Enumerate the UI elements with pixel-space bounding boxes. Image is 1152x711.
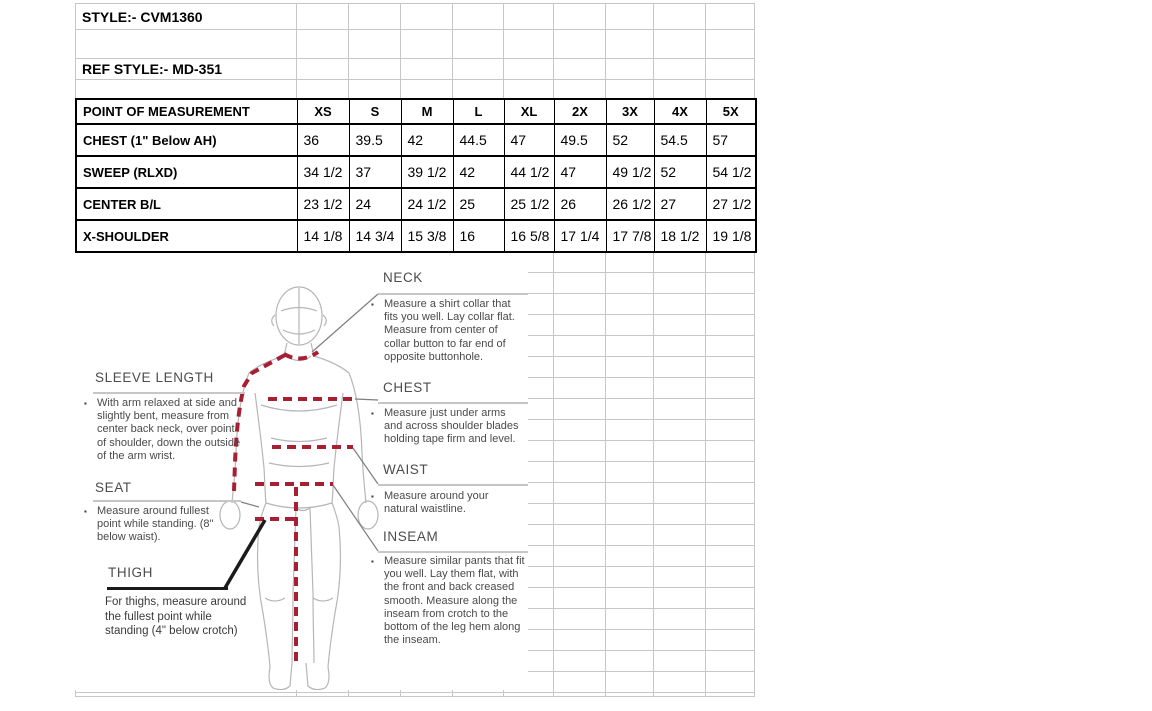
thigh-callout-line <box>225 520 265 588</box>
cell: 25 <box>453 188 504 220</box>
bullet-icon: ▪ <box>84 399 87 408</box>
neck-instructions: Measure a shirt collar that fits you well. Lay collar flat. Measure from center of collar button to far end of opposite buttonhole. <box>384 298 515 363</box>
gridline <box>75 3 755 4</box>
bullet-icon: ▪ <box>371 557 374 566</box>
header-size: S <box>349 99 401 124</box>
cell: 42 <box>453 156 504 188</box>
bullet-icon: ▪ <box>371 492 374 501</box>
header-size: 2X <box>554 99 606 124</box>
gridline <box>75 58 755 59</box>
bullet-icon: ▪ <box>371 409 374 418</box>
cell: 52 <box>654 156 706 188</box>
gridline <box>75 79 755 80</box>
header-size: XS <box>297 99 349 124</box>
table-row <box>76 220 756 252</box>
gridline <box>75 692 755 693</box>
neck-heading: NECK <box>383 270 423 285</box>
cell: 26 <box>554 188 606 220</box>
seat-instructions: Measure around fullest point while standing. (8" below waist). <box>97 505 214 544</box>
gridline <box>75 29 755 30</box>
cell: 44 1/2 <box>504 156 554 188</box>
cell: 39.5 <box>349 124 401 156</box>
header-size: 3X <box>606 99 654 124</box>
cell: 27 1/2 <box>706 188 756 220</box>
cell: 42 <box>401 124 453 156</box>
cell: 26 1/2 <box>606 188 654 220</box>
sleeve-length-instructions: With arm relaxed at side and slightly bent, measure from center back neck, over point of shoulder, down the outside of the arm wrist. <box>97 397 241 462</box>
cell: 24 <box>349 188 401 220</box>
chest-heading: CHEST <box>383 380 432 395</box>
cell: 16 5/8 <box>504 220 554 252</box>
row-label: X-SHOULDER <box>76 220 297 252</box>
header-size: XL <box>504 99 554 124</box>
cell: 47 <box>504 124 554 156</box>
seat-underline <box>93 500 241 502</box>
cell: 15 3/8 <box>401 220 453 252</box>
cell: 52 <box>606 124 654 156</box>
bullet-icon: ▪ <box>371 300 374 309</box>
waist-underline <box>378 484 528 486</box>
thigh-heading: THIGH <box>108 565 153 580</box>
chest-instructions: Measure just under arms and across shoulder blades holding tape firm and level. <box>384 407 519 446</box>
cell: 37 <box>349 156 401 188</box>
inseam-underline <box>378 551 528 553</box>
inseam-instructions: Measure similar pants that fit you well. Lay them flat, with the front and back creased smooth. Measure along the inseam from crotch to the bottom of the leg hem along the inseam. <box>384 555 525 647</box>
style-label: STYLE:- CVM1360 <box>82 9 203 25</box>
row-label: SWEEP (RLXD) <box>76 156 297 188</box>
thigh-instructions: For thighs, measure around the fullest point while standing (4" below crotch) <box>105 596 247 637</box>
table-row <box>76 156 756 188</box>
cell: 54.5 <box>654 124 706 156</box>
cell: 24 1/2 <box>401 188 453 220</box>
cell: 44.5 <box>453 124 504 156</box>
inseam-heading: INSEAM <box>383 529 439 544</box>
neck-measure-line <box>284 352 318 359</box>
seat-callout-line <box>241 502 259 507</box>
row-label: CHEST (1" Below AH) <box>76 124 297 156</box>
cell: 14 3/4 <box>349 220 401 252</box>
header-size: M <box>401 99 453 124</box>
table-row <box>76 124 756 156</box>
size-table <box>75 98 757 253</box>
seat-heading: SEAT <box>95 480 132 495</box>
bullet-icon: ▪ <box>84 507 87 516</box>
cell: 49.5 <box>554 124 606 156</box>
cell: 25 1/2 <box>504 188 554 220</box>
header-size: L <box>453 99 504 124</box>
cell: 34 1/2 <box>297 156 349 188</box>
measurement-guide-diagram <box>75 253 528 690</box>
cell: 19 1/8 <box>706 220 756 252</box>
thigh-underline <box>107 587 228 590</box>
sleeve-length-heading: SLEEVE LENGTH <box>95 370 214 385</box>
chest-callout-line <box>355 399 378 400</box>
ref-style-label: REF STYLE:- MD-351 <box>82 61 223 77</box>
header-size: 4X <box>654 99 706 124</box>
cell: 54 1/2 <box>706 156 756 188</box>
cell: 27 <box>654 188 706 220</box>
waist-heading: WAIST <box>383 462 429 477</box>
sleeve-length-underline <box>93 392 245 394</box>
row-label: CENTER B/L <box>76 188 297 220</box>
cell: 16 <box>453 220 504 252</box>
table-header-row <box>76 99 756 124</box>
cell: 57 <box>706 124 756 156</box>
cell: 17 7/8 <box>606 220 654 252</box>
header-point-of-measurement: POINT OF MEASUREMENT <box>76 99 297 124</box>
cell: 36 <box>297 124 349 156</box>
table-row <box>76 188 756 220</box>
chest-underline <box>378 402 528 404</box>
cell: 14 1/8 <box>297 220 349 252</box>
waist-callout-line <box>353 448 378 484</box>
cell: 39 1/2 <box>401 156 453 188</box>
cell: 17 1/4 <box>554 220 606 252</box>
neck-underline <box>378 293 528 295</box>
waist-instructions: Measure around your natural waistline. <box>384 490 489 516</box>
cell: 23 1/2 <box>297 188 349 220</box>
header-size: 5X <box>706 99 756 124</box>
cell: 47 <box>554 156 606 188</box>
cell: 18 1/2 <box>654 220 706 252</box>
gridline <box>75 696 755 697</box>
cell: 49 1/2 <box>606 156 654 188</box>
